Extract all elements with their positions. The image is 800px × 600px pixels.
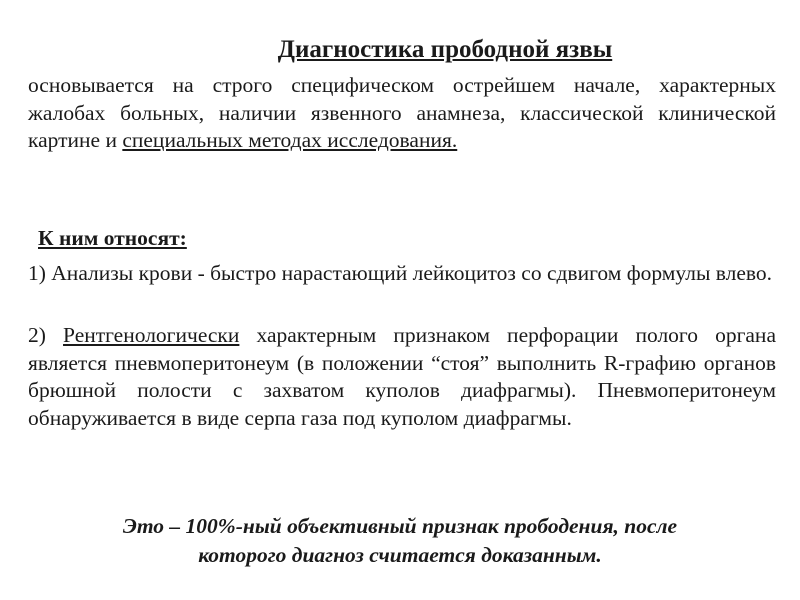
list-item-radiology [28, 322, 776, 432]
conclusion-note [20, 512, 780, 570]
item2-prefix: 2) [28, 323, 64, 347]
list-subheading: К ним относят: [38, 226, 187, 250]
intro-paragraph [28, 72, 776, 155]
slide-title: Диагностика прободной язвы [277, 36, 613, 63]
list-item-blood-tests: 1) Анализы крови - быстро нарастающий лейкоцитоз со сдвигом формулы влево. [28, 261, 773, 285]
item2-underlined-text: Рентгенологически [63, 323, 240, 347]
conclusion-line-2: которого диагноз считается доказанным. [198, 543, 602, 567]
item2-text: характерным признаком перфорации полого органа является пневмоперитонеум (в положении “стоя” выполнить R-графию органов брюшной полости с захватом куполов диафрагмы). Пневмоперитонеум обнаруживается в виде серпа газа под куполом диафрагмы. [28, 323, 776, 430]
conclusion-line-1: Это – 100%-ный объективный признак прободения, после [122, 514, 678, 538]
intro-text: основывается на строго специфическом острейшем начале, характерных жалобах больных, наличии язвенного анамнеза, классической клинической картине и [28, 73, 776, 152]
intro-underlined-text: специальных методах исследования. [122, 128, 458, 152]
